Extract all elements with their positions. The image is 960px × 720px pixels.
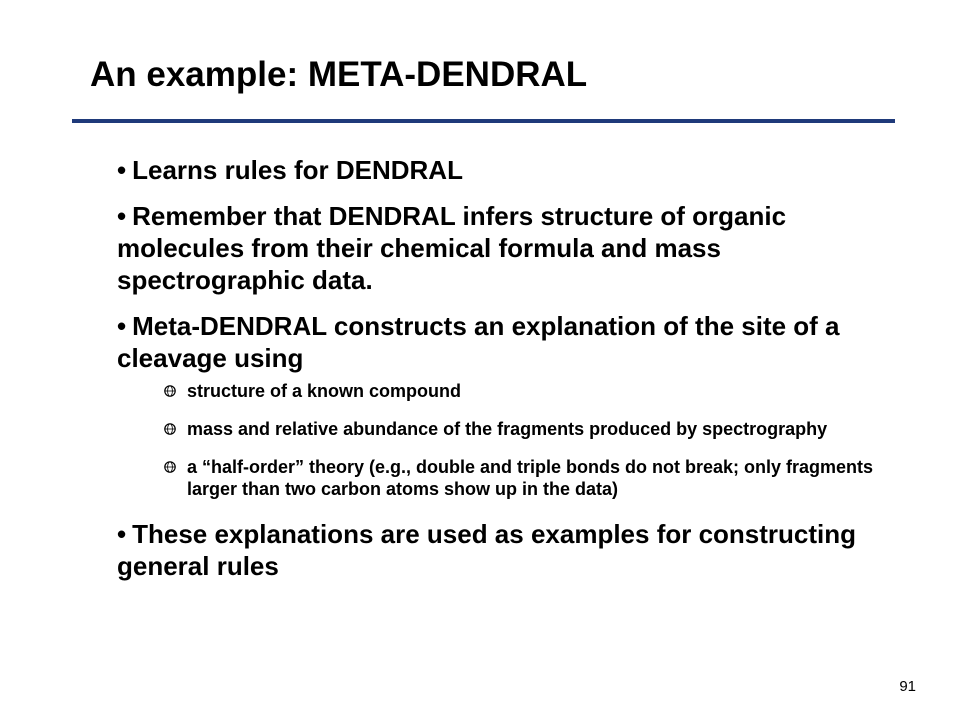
sub-bullet-item [162,456,877,500]
sub-bullet-list [162,380,877,500]
bullet-text: Meta-DENDRAL constructs an explanation of the site of a cleavage using [117,311,840,373]
bullet-dot: • [117,519,127,549]
sub-bullet-item [162,380,877,402]
bullet-item [117,154,877,186]
bullet-text: These explanations are used as examples for constructing general rules [117,519,857,581]
slide-title: An example: META-DENDRAL [90,55,588,94]
sub-bullet-text: a “half-order” theory (e.g., double and triple bonds do not break; only fragments larger than two carbon atoms show up in the data) [187,457,874,499]
bullet-text: Remember that DENDRAL infers structure of organic molecules from their chemical formula and mass spectrographic data. [117,201,787,295]
globe-bullet-icon [164,385,176,397]
bullet-dot: • [117,155,127,185]
bullet-dot: • [117,311,127,341]
bullet-text: Learns rules for DENDRAL [132,155,463,185]
bullet-item [117,310,877,374]
sub-bullet-text: structure of a known compound [187,381,462,401]
bullet-item [117,200,877,296]
sub-bullet-item [162,418,877,440]
globe-bullet-icon [164,423,176,435]
page-number: 91 [899,678,916,695]
title-underline [72,119,895,123]
globe-bullet-icon [164,461,176,473]
bullet-item [117,518,877,582]
sub-bullet-text: mass and relative abundance of the fragments produced by spectrography [187,419,828,439]
bullet-dot: • [117,201,127,231]
bullet-list [117,154,877,596]
